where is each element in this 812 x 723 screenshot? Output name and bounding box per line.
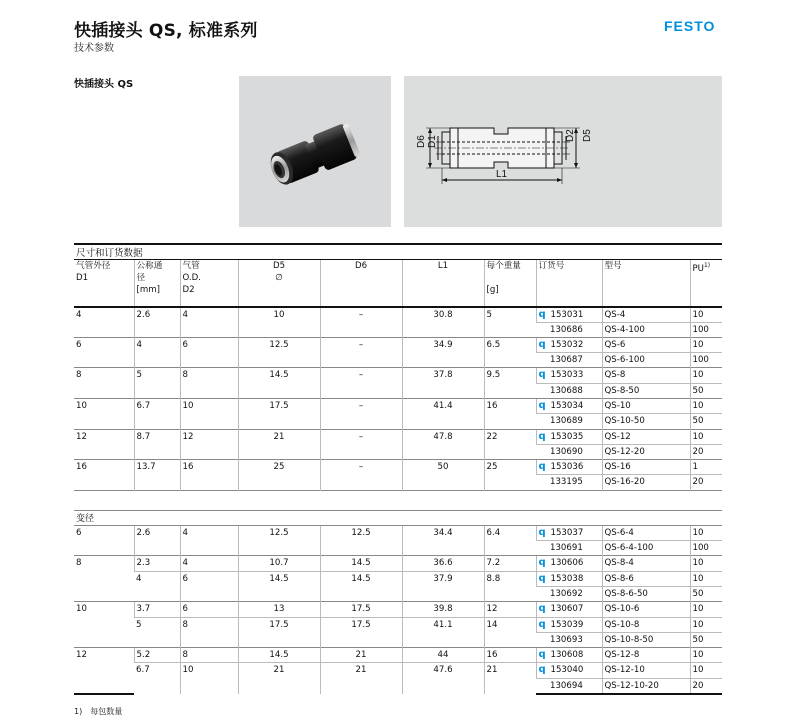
quick-delivery-icon: q [538, 618, 546, 630]
cell-order-no: q 153040 [536, 663, 602, 678]
cell-nominal: 13.7 [134, 460, 180, 491]
cell-model: QS-16-20 [602, 475, 690, 490]
cell-model: QS-10 [602, 398, 690, 413]
cell-d5: 12.5 [238, 337, 320, 368]
cell-model: QS-8-6 [602, 571, 690, 586]
reducer-rows [74, 490, 722, 693]
table-row [74, 663, 722, 678]
cell-d2: 6 [180, 602, 238, 617]
cell-order-no: q 153039 [536, 617, 602, 632]
cell-nominal: 2.3 [134, 556, 180, 571]
cell-d5: 21 [238, 663, 320, 694]
cell-weight: 14 [484, 617, 536, 648]
cell-l1: 41.4 [402, 398, 484, 429]
cell-nominal: 4 [134, 337, 180, 368]
cell-nominal: 5 [134, 368, 180, 399]
cell-model: QS-6-4-100 [602, 541, 690, 556]
cell-pu: 100 [690, 322, 722, 337]
cell-d2: 4 [180, 525, 238, 556]
col-model-header: 型号 [602, 260, 690, 307]
cell-order-no: q 153036 [536, 460, 602, 475]
label-d1: D1 [427, 135, 438, 148]
cell-model: QS-8 [602, 368, 690, 383]
cell-order-no: q 130606 [536, 556, 602, 571]
cell-l1: 47.8 [402, 429, 484, 460]
cell-nominal: 5 [134, 617, 180, 648]
cell-l1: 50 [402, 460, 484, 491]
cell-d1: 4 [74, 307, 134, 338]
cell-model: QS-8-4 [602, 556, 690, 571]
cell-pu: 10 [690, 648, 722, 663]
cell-order-no: q 153035 [536, 429, 602, 444]
page-title: 快插接头 QS, 标准系列 [74, 21, 258, 41]
cell-pu: 20 [690, 678, 722, 694]
quick-delivery-icon: q [538, 572, 546, 584]
cell-d2: 12 [180, 429, 238, 460]
cell-d6: 12.5 [320, 525, 402, 556]
cell-order-no: 130686 [536, 322, 602, 337]
quick-delivery-icon: q [538, 338, 546, 350]
cell-weight: 16 [484, 648, 536, 663]
cell-pu: 10 [690, 429, 722, 444]
cell-order-no: 130693 [536, 632, 602, 647]
cell-order-no: 130689 [536, 414, 602, 429]
cell-pu: 50 [690, 586, 722, 601]
festo-logo: FESTO [664, 18, 716, 34]
cell-model: QS-12-20 [602, 444, 690, 459]
cell-nominal: 4 [134, 571, 180, 602]
cell-d6: 21 [320, 648, 402, 663]
table-row [74, 398, 722, 413]
cell-pu: 10 [690, 602, 722, 617]
cell-model: QS-8-6-50 [602, 586, 690, 601]
cell-d6: 17.5 [320, 617, 402, 648]
cell-d6: – [320, 307, 402, 338]
cell-d2: 8 [180, 368, 238, 399]
quick-delivery-icon: q [538, 369, 546, 381]
cell-l1: 39.8 [402, 602, 484, 617]
cell-model: QS-12-10 [602, 663, 690, 678]
cell-model: QS-12-8 [602, 648, 690, 663]
cell-pu: 10 [690, 307, 722, 323]
cell-weight: 6.5 [484, 337, 536, 368]
cell-d2: 4 [180, 556, 238, 571]
col-d6-header: D6 [320, 260, 402, 307]
cell-pu: 10 [690, 617, 722, 632]
cell-d2: 8 [180, 617, 238, 648]
cell-d6: – [320, 337, 402, 368]
label-d6: D6 [416, 135, 427, 148]
cell-d5: 10 [238, 307, 320, 338]
cell-model: QS-4-100 [602, 322, 690, 337]
standard-rows [74, 307, 722, 491]
cell-d6: – [320, 429, 402, 460]
cell-order-no: 130694 [536, 678, 602, 694]
table-row [74, 368, 722, 383]
cell-pu: 1 [690, 460, 722, 475]
col-nominal-header: 公称通 径 [mm] [134, 260, 180, 307]
quick-delivery-icon: q [538, 557, 546, 569]
cell-pu: 50 [690, 383, 722, 398]
table-header-row [74, 260, 722, 307]
cell-l1: 30.8 [402, 307, 484, 338]
cell-order-no: 130690 [536, 444, 602, 459]
cell-d2: 8 [180, 648, 238, 663]
page-subtitle: 技术参数 [74, 43, 114, 54]
cell-d2: 6 [180, 337, 238, 368]
label-l1: L1 [496, 169, 508, 180]
quick-delivery-icon: q [538, 430, 546, 442]
cell-order-no: q 153038 [536, 571, 602, 586]
cell-d6: – [320, 368, 402, 399]
quick-delivery-icon: q [538, 664, 546, 676]
cell-model: QS-12-10-20 [602, 678, 690, 694]
cell-pu: 20 [690, 475, 722, 490]
cell-order-no: 130688 [536, 383, 602, 398]
table-row [74, 460, 722, 475]
cell-l1: 34.9 [402, 337, 484, 368]
reducer-category-label: 变径 [74, 510, 722, 525]
cell-d6: – [320, 460, 402, 491]
cell-weight: 12 [484, 602, 536, 617]
cell-order-no: q 153033 [536, 368, 602, 383]
cell-d5: 14.5 [238, 648, 320, 663]
cell-l1: 37.9 [402, 571, 484, 602]
cell-nominal: 8.7 [134, 429, 180, 460]
label-d5: D5 [582, 129, 593, 142]
table-row [74, 648, 722, 663]
cell-d6: – [320, 398, 402, 429]
cell-d6: 14.5 [320, 556, 402, 571]
cell-model: QS-10-8 [602, 617, 690, 632]
cell-d5: 17.5 [238, 398, 320, 429]
cell-pu: 100 [690, 353, 722, 368]
cell-order-no: q 153032 [536, 337, 602, 352]
cell-pu: 10 [690, 663, 722, 678]
col-d1-header: 气管外径 D1 [74, 260, 134, 307]
cell-d5: 14.5 [238, 368, 320, 399]
col-weight-header: 每个重量 [g] [484, 260, 536, 307]
cell-nominal: 2.6 [134, 525, 180, 556]
cell-l1: 37.8 [402, 368, 484, 399]
cell-pu: 10 [690, 337, 722, 352]
cell-order-no: 130692 [536, 586, 602, 601]
section-label: 快插接头 QS [74, 79, 134, 90]
dimension-drawing [404, 76, 722, 227]
quick-delivery-icon: q [538, 308, 546, 320]
cell-d5: 10.7 [238, 556, 320, 571]
cell-nominal: 3.7 [134, 602, 180, 617]
cell-d1: 10 [74, 602, 134, 648]
quick-delivery-icon: q [538, 399, 546, 411]
cell-weight: 6.4 [484, 525, 536, 556]
cell-weight: 22 [484, 429, 536, 460]
cell-order-no: 130687 [536, 353, 602, 368]
cell-d6: 21 [320, 663, 402, 694]
cell-pu: 10 [690, 398, 722, 413]
cell-weight: 7.2 [484, 556, 536, 571]
cell-order-no: q 153034 [536, 398, 602, 413]
cell-d5: 12.5 [238, 525, 320, 556]
footnote: 1) 每包数量 [74, 707, 123, 716]
cell-pu: 10 [690, 556, 722, 571]
cell-d2: 4 [180, 307, 238, 338]
cell-order-no: q 153037 [536, 525, 602, 540]
cell-weight: 16 [484, 398, 536, 429]
cell-d5: 21 [238, 429, 320, 460]
quick-delivery-icon: q [538, 526, 546, 538]
quick-delivery-icon: q [538, 649, 546, 661]
table-row [74, 602, 722, 617]
cell-d2: 10 [180, 398, 238, 429]
cell-d1: 6 [74, 337, 134, 368]
cell-model: QS-8-50 [602, 383, 690, 398]
cell-d2: 6 [180, 571, 238, 602]
cell-l1: 34.4 [402, 525, 484, 556]
cell-pu: 50 [690, 414, 722, 429]
cell-pu: 10 [690, 368, 722, 383]
cell-d6: 14.5 [320, 571, 402, 602]
cell-d5: 13 [238, 602, 320, 617]
dimensions-order-table [74, 243, 722, 695]
cell-pu: 100 [690, 541, 722, 556]
cell-d1: 16 [74, 460, 134, 491]
connector-photo-illustration [239, 76, 391, 227]
cell-model: QS-6-4 [602, 525, 690, 540]
cell-l1: 44 [402, 648, 484, 663]
cell-d5: 25 [238, 460, 320, 491]
cell-pu: 20 [690, 444, 722, 459]
product-photo [239, 76, 391, 227]
table-row [74, 429, 722, 444]
cell-d1: 10 [74, 398, 134, 429]
cell-d1: 12 [74, 648, 134, 694]
cell-pu: 10 [690, 525, 722, 540]
cell-d2: 16 [180, 460, 238, 491]
table-row [74, 617, 722, 632]
cell-weight: 8.8 [484, 571, 536, 602]
cell-d5: 14.5 [238, 571, 320, 602]
cell-d1: 6 [74, 525, 134, 556]
cell-d1: 8 [74, 368, 134, 399]
col-d5-header: D5 ∅ [238, 260, 320, 307]
connector-dimension-diagram [404, 76, 722, 227]
cell-d1: 8 [74, 556, 134, 602]
cell-weight: 25 [484, 460, 536, 491]
cell-pu: 50 [690, 632, 722, 647]
cell-weight: 21 [484, 663, 536, 694]
cell-model: QS-6-100 [602, 353, 690, 368]
table-row [74, 525, 722, 540]
label-d2: D2 [565, 129, 576, 142]
cell-pu: 10 [690, 571, 722, 586]
cell-model: QS-4 [602, 307, 690, 323]
cell-d2: 10 [180, 663, 238, 694]
cell-model: QS-10-50 [602, 414, 690, 429]
cell-nominal: 5.2 [134, 648, 180, 663]
table-row [74, 571, 722, 586]
col-d2-header: 气管 O.D. D2 [180, 260, 238, 307]
quick-delivery-icon: q [538, 603, 546, 615]
cell-nominal: 6.7 [134, 663, 180, 694]
cell-d1: 12 [74, 429, 134, 460]
cell-order-no: q 130608 [536, 648, 602, 663]
cell-model: QS-16 [602, 460, 690, 475]
table-row [74, 556, 722, 571]
col-l1-header: L1 [402, 260, 484, 307]
cell-d6: 17.5 [320, 602, 402, 617]
table-row [74, 307, 722, 323]
cell-d5: 17.5 [238, 617, 320, 648]
quick-delivery-icon: q [538, 461, 546, 473]
cell-model: QS-10-6 [602, 602, 690, 617]
cell-order-no: 130691 [536, 541, 602, 556]
cell-order-no: 133195 [536, 475, 602, 490]
cell-order-no: q 130607 [536, 602, 602, 617]
cell-l1: 47.6 [402, 663, 484, 694]
cell-nominal: 6.7 [134, 398, 180, 429]
cell-weight: 5 [484, 307, 536, 338]
cell-l1: 36.6 [402, 556, 484, 571]
cell-model: QS-10-8-50 [602, 632, 690, 647]
cell-model: QS-6 [602, 337, 690, 352]
cell-l1: 41.1 [402, 617, 484, 648]
cell-model: QS-12 [602, 429, 690, 444]
table-title: 尺寸和订货数据 [74, 244, 722, 260]
col-pu-header: PU$^{1)}$ [690, 260, 722, 307]
cell-order-no: q 153031 [536, 307, 602, 323]
col-order-header: 订货号 [536, 260, 602, 307]
table-row [74, 337, 722, 352]
cell-nominal: 2.6 [134, 307, 180, 338]
cell-weight: 9.5 [484, 368, 536, 399]
